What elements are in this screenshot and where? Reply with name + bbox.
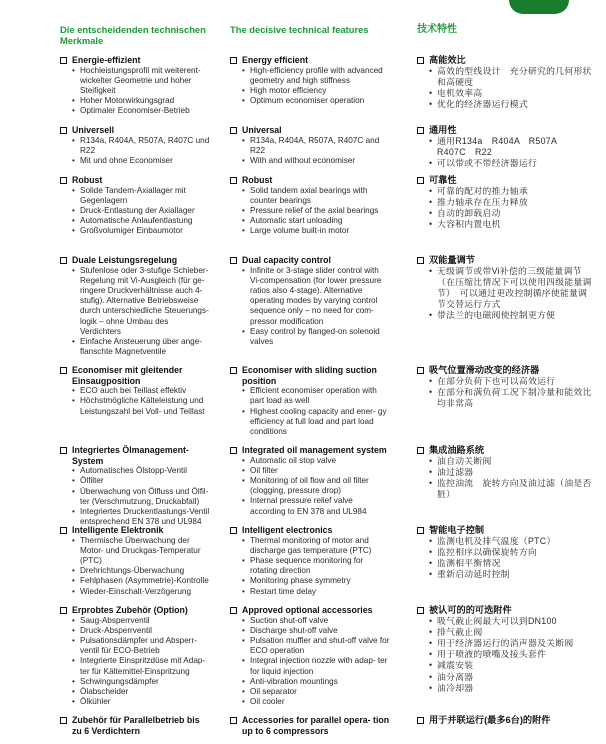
section-zh-0: [417, 55, 592, 110]
section-en-8: [230, 715, 390, 736]
feature-list: [60, 66, 210, 117]
section-title-text: Integriertes Ölmanagement-System: [72, 445, 189, 466]
checkbox-icon: [417, 527, 424, 534]
section-title: [417, 175, 592, 186]
section-title-text: Universell: [72, 125, 115, 135]
feature-item: • 大容积内置电机: [429, 219, 592, 230]
feature-item: • Oil cooler: [242, 697, 390, 707]
feature-list: [230, 266, 390, 348]
feature-list: [230, 136, 390, 167]
section-title: [230, 445, 390, 456]
section-title-text: Zubehör für Parallelbetrieb bis zu 6 Verdichtern: [72, 715, 200, 736]
checkbox-icon: [230, 447, 237, 454]
feature-item: • 减震安装: [429, 660, 592, 671]
section-zh-2: [417, 175, 592, 230]
feature-item: • Oil filter: [242, 466, 390, 476]
checkbox-icon: [60, 717, 67, 724]
feature-item: • Easy control by flanged-on solenoid valves: [242, 327, 390, 347]
feature-item: • 无级调节或带Vi补偿的三级能量调节（在压缩比情况下可以使用四级能量调节） 可以通过更改控制循序使能量调节交替运行方式: [429, 266, 592, 311]
feature-item: • Efficient economiser operation with part load as well: [242, 386, 390, 406]
feature-item: • 油过滤器: [429, 467, 592, 478]
section-de-6: [60, 525, 210, 597]
feature-item: • Monitoring phase symmetry: [242, 576, 390, 586]
feature-list: [417, 616, 592, 694]
section-en-1: [230, 125, 390, 166]
section-title-text: Erprobtes Zubehör (Option): [72, 605, 188, 615]
feature-list: [230, 186, 390, 237]
section-title: [417, 125, 592, 136]
feature-item: • Drehrichtungs-Überwachung: [72, 566, 210, 576]
section-zh-3: [417, 255, 592, 322]
section-title-text: 通用性: [429, 125, 457, 135]
feature-list: [230, 386, 390, 437]
section-title: [417, 605, 592, 616]
checkbox-icon: [417, 57, 424, 64]
feature-item: • 监控油流 旋转方向及油过滤（油是否脏）: [429, 478, 592, 500]
section-title-text: 智能电子控制: [429, 525, 485, 535]
feature-item: • High-efficiency profile with advanced geometry and high stiffness: [242, 66, 390, 86]
feature-item: • 油冷却器: [429, 683, 592, 694]
section-en-0: [230, 55, 390, 106]
feature-list: [60, 136, 210, 167]
section-title-text: Energie-effizient: [72, 55, 141, 65]
column-header-german: Die entscheidenden technischen Merkmale: [60, 24, 206, 46]
feature-item: • Schwingungsdämpfer: [72, 677, 210, 687]
feature-item: • Optimum economiser operation: [242, 96, 390, 106]
checkbox-icon: [417, 717, 424, 724]
feature-list: [60, 266, 210, 358]
feature-list: [417, 456, 592, 501]
section-title-text: 高能效比: [429, 55, 466, 65]
feature-item: • Restart time delay: [242, 587, 390, 597]
feature-item: • Integral injection nozzle with adap- ter for liquid injection: [242, 656, 390, 676]
checkbox-icon: [417, 367, 424, 374]
feature-item: • Integriertes Druckentlastungs-Ventil entsprechend EN 378 und UL984: [72, 507, 210, 527]
feature-list: [60, 186, 210, 237]
feature-item: • Highest cooling capacity and ener- gy efficiency at full load and part load conditions: [242, 407, 390, 438]
feature-list: [230, 456, 390, 517]
checkbox-icon: [230, 127, 237, 134]
feature-item: • 用于喷液的喷嘴及接头套件: [429, 649, 592, 660]
section-title: [60, 525, 210, 536]
feature-list: [230, 616, 390, 708]
checkbox-icon: [417, 447, 424, 454]
section-title: [417, 715, 592, 726]
feature-item: • Hoher Motorwirkungsgrad: [72, 96, 210, 106]
feature-item: • 在部分和满负荷工况下制冷量和能效比均非常高: [429, 387, 592, 409]
feature-item: • 吸气截止阀最大可以到DN100: [429, 616, 592, 627]
feature-list: [60, 466, 210, 527]
section-title-text: Dual capacity control: [242, 255, 331, 265]
checkbox-icon: [230, 57, 237, 64]
feature-item: • High motor efficiency: [242, 86, 390, 96]
feature-item: • Large volume built-in motor: [242, 226, 390, 236]
section-title: [417, 255, 592, 266]
feature-item: • Automatic oil stop valve: [242, 456, 390, 466]
feature-item: • Stufenlose oder 3-stufige Schieber- Regelung mit Vi-Ausgleich (für ge- ringere Druckverhältnisse auch 4-stufig). Alternative Betriebsweise durch unterschiedliche Steuerungs- logik – ohne Umbau des Verdichters: [72, 266, 210, 337]
section-title: [230, 55, 390, 66]
section-title-text: 被认可的的可选附件: [429, 605, 512, 615]
section-title-text: Intelligent electronics: [242, 525, 333, 535]
feature-item: • R134a, R404A, R507A, R407C und R22: [72, 136, 210, 156]
feature-item: • Pulsation muffler and shut-off valve for ECO operation: [242, 636, 390, 656]
feature-item: • Druck-Entlastung der Axiallager: [72, 206, 210, 216]
feature-item: • Ölabscheider: [72, 687, 210, 697]
section-title: [60, 175, 210, 186]
section-zh-7: [417, 605, 592, 694]
section-title-text: 可靠性: [429, 175, 457, 185]
section-en-2: [230, 175, 390, 237]
checkbox-icon: [60, 57, 67, 64]
checkbox-icon: [230, 607, 237, 614]
checkbox-icon: [60, 127, 67, 134]
section-title: [230, 125, 390, 136]
feature-item: • Monitoring of oil flow and oil filter (clogging, pressure drop): [242, 476, 390, 496]
feature-item: • 推力轴承存在压力释放: [429, 197, 592, 208]
section-title: [230, 255, 390, 266]
feature-item: • Discharge shut-off valve: [242, 626, 390, 636]
section-title: [417, 445, 592, 456]
feature-item: • 在部分负荷下也可以高效运行: [429, 376, 592, 387]
feature-item: • Wieder-Einschalt-Verzögerung: [72, 587, 210, 597]
section-title: [230, 715, 390, 736]
feature-item: • Ölfilter: [72, 476, 210, 486]
section-title-text: Intelligente Elektronik: [72, 525, 164, 535]
feature-list: [417, 266, 592, 322]
section-title-text: Robust: [72, 175, 103, 185]
section-de-0: [60, 55, 210, 117]
feature-item: • Druck-Absperrventil: [72, 626, 210, 636]
feature-item: • 油分离器: [429, 672, 592, 683]
section-de-4: [60, 365, 210, 417]
section-title-text: Integrated oil management system: [242, 445, 387, 455]
checkbox-icon: [60, 257, 67, 264]
checkbox-icon: [417, 177, 424, 184]
checkbox-icon: [230, 527, 237, 534]
feature-list: [417, 536, 592, 581]
feature-list: [230, 536, 390, 597]
section-de-8: [60, 715, 210, 736]
feature-list: [417, 186, 592, 231]
section-title-text: Energy efficient: [242, 55, 308, 65]
section-title-text: Economiser with sliding suction position: [242, 365, 377, 386]
section-title-text: 集成油路系统: [429, 445, 485, 455]
section-title: [60, 445, 210, 466]
feature-item: • Automatic start unloading: [242, 216, 390, 226]
section-title: [230, 605, 390, 616]
feature-item: • 排气截止阀: [429, 627, 592, 638]
section-title: [60, 365, 210, 386]
feature-item: • Einfache Ansteuerung über ange- flanschte Magnetventile: [72, 337, 210, 357]
section-title-text: Economiser mit gleitender Einsaugposition: [72, 365, 183, 386]
feature-list: [417, 376, 592, 410]
section-en-3: [230, 255, 390, 347]
feature-item: • Infinite or 3-stage slider control with Vi-compensation (for lower pressure ratios also 4-stage). Alternative operating modes by varying control sequence only – no need for com- pressor modification: [242, 266, 390, 327]
feature-item: • Pressure relief of the axial bearings: [242, 206, 390, 216]
section-title-text: 用于并联运行(最多6台)的附件: [429, 715, 551, 725]
feature-item: • Integrierte Einspritzdüse mit Adap- ter für Kältemittel-Einspritzung: [72, 656, 210, 676]
section-de-3: [60, 255, 210, 357]
feature-item: • ECO auch bei Teillast effektiv: [72, 386, 210, 396]
checkbox-icon: [417, 257, 424, 264]
section-en-4: [230, 365, 390, 437]
section-title-text: 吸气位置滑动改变的经济器: [429, 365, 540, 375]
feature-item: • Internal pressure relief valve according to EN 378 and UL984: [242, 496, 390, 516]
section-zh-6: [417, 525, 592, 580]
section-title: [60, 715, 210, 736]
section-zh-5: [417, 445, 592, 500]
section-title: [417, 525, 592, 536]
feature-item: • 可靠的配对的推力轴承: [429, 186, 592, 197]
section-zh-1: [417, 125, 592, 169]
column-header-chinese: 技术特性: [417, 24, 457, 35]
feature-item: • With and without economiser: [242, 156, 390, 166]
section-de-5: [60, 445, 210, 527]
section-de-1: [60, 125, 210, 166]
checkbox-icon: [417, 127, 424, 134]
section-zh-8: [417, 715, 592, 726]
checkbox-icon: [417, 607, 424, 614]
feature-item: • Phase sequence monitoring for rotating direction: [242, 556, 390, 576]
feature-item: • Höchstmögliche Kälteleistung und Leistungszahl bei Voll- und Teillast: [72, 396, 210, 416]
feature-item: • 高效的型线设计 充分研究的几何形状和高硬度: [429, 66, 592, 88]
feature-item: • Automatische Anlaufentlastung: [72, 216, 210, 226]
feature-item: • Suction shut-off valve: [242, 616, 390, 626]
feature-list: [60, 386, 210, 417]
feature-item: • Solide Tandem-Axiallager mit Gegenlagern: [72, 186, 210, 206]
brand-logo: [509, 0, 569, 14]
section-title: [230, 525, 390, 536]
section-de-7: [60, 605, 210, 707]
checkbox-icon: [60, 367, 67, 374]
feature-item: • Ölkühler: [72, 697, 210, 707]
feature-item: • 可以带或不带经济器运行: [429, 158, 592, 169]
feature-item: • R134a, R404A, R507A, R407C and R22: [242, 136, 390, 156]
feature-item: • Mit und ohne Economiser: [72, 156, 210, 166]
section-zh-4: [417, 365, 592, 409]
section-title-text: Universal: [242, 125, 282, 135]
section-title: [60, 125, 210, 136]
section-title-text: Accessories for parallel opera- tion up to 6 compressors: [242, 715, 390, 736]
section-title-text: Approved optional accessories: [242, 605, 373, 615]
feature-item: • 监控相序以确保旋转方向: [429, 547, 592, 558]
feature-item: • 电机效率高: [429, 88, 592, 99]
feature-list: [417, 136, 592, 170]
feature-item: • Fehlphasen (Asymmetrie)-Kontrolle: [72, 576, 210, 586]
feature-item: • Saug-Absperrventil: [72, 616, 210, 626]
section-title: [230, 175, 390, 186]
checkbox-icon: [60, 527, 67, 534]
feature-item: • Solid tandem axial bearings with counter bearings: [242, 186, 390, 206]
feature-list: [230, 66, 390, 107]
section-title: [60, 255, 210, 266]
feature-list: [60, 536, 210, 597]
feature-item: • Großvolumiger Einbaumotor: [72, 226, 210, 236]
checkbox-icon: [60, 177, 67, 184]
feature-item: • 优化的经济器运行模式: [429, 99, 592, 110]
checkbox-icon: [60, 607, 67, 614]
column-header-english: The decisive technical features: [230, 24, 369, 35]
feature-item: • 带法兰的电磁阀使控制更方便: [429, 310, 592, 321]
feature-item: • Optimaler Economiser-Betrieb: [72, 106, 210, 116]
section-title: [60, 55, 210, 66]
section-en-5: [230, 445, 390, 517]
feature-item: • Pulsationsdämpfer und Absperr- ventil für ECO-Betrieb: [72, 636, 210, 656]
checkbox-icon: [60, 447, 67, 454]
section-de-2: [60, 175, 210, 237]
feature-list: [417, 66, 592, 111]
feature-item: • Oil separator: [242, 687, 390, 697]
section-title-text: Duale Leistungsregelung: [72, 255, 178, 265]
checkbox-icon: [230, 717, 237, 724]
feature-item: • 通用R134a R404A R507A R407C R22: [429, 136, 592, 158]
section-title-text: Robust: [242, 175, 273, 185]
section-title-text: 双能量调节: [429, 255, 475, 265]
feature-list: [60, 616, 210, 708]
feature-item: • 监测电机及排气温度（PTC）: [429, 536, 592, 547]
section-title: [417, 365, 592, 376]
feature-item: • 监测相平衡情况: [429, 558, 592, 569]
section-title: [417, 55, 592, 66]
feature-item: • 用于经济器运行的消声器及关断阀: [429, 638, 592, 649]
feature-item: • Thermal monitoring of motor and discharge gas temperature (PTC): [242, 536, 390, 556]
feature-item: • Anti-vibration mountings: [242, 677, 390, 687]
section-en-7: [230, 605, 390, 707]
section-title: [60, 605, 210, 616]
feature-item: • Überwachung von Ölfluss und Ölfil- ter (Verschmutzung, Druckabfall): [72, 487, 210, 507]
section-title: [230, 365, 390, 386]
feature-item: • 重新启动延时控制: [429, 569, 592, 580]
feature-item: • Thermische Überwachung der Motor- und Druckgas-Temperatur (PTC): [72, 536, 210, 567]
feature-item: • 油自动关断阀: [429, 456, 592, 467]
feature-item: • Automatisches Ölstopp-Ventil: [72, 466, 210, 476]
checkbox-icon: [230, 257, 237, 264]
checkbox-icon: [230, 367, 237, 374]
feature-item: • 自动的卸载启动: [429, 208, 592, 219]
checkbox-icon: [230, 177, 237, 184]
section-en-6: [230, 525, 390, 597]
feature-item: • Hochleistungsprofil mit weiterent- wickelter Geometrie und hoher Steifigkeit: [72, 66, 210, 97]
